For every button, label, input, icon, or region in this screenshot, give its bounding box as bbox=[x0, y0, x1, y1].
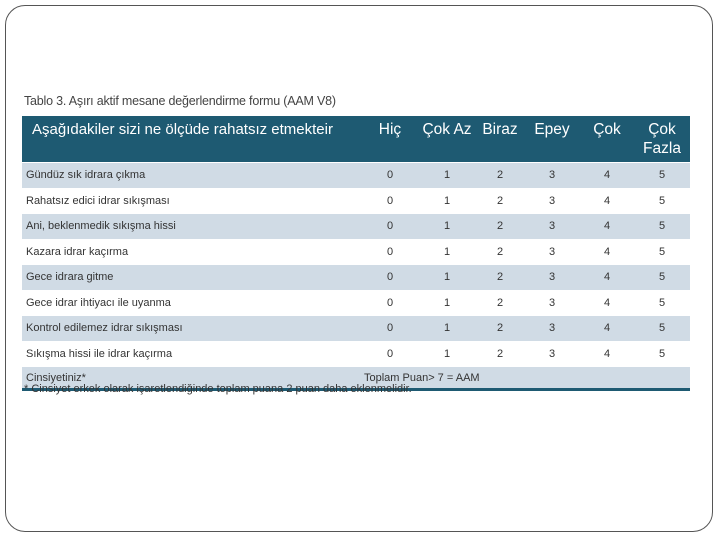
score-cell: 2 bbox=[476, 188, 524, 214]
table-caption: Tablo 3. Aşırı aktif mesane değerlendirme formu (AAM V8) bbox=[24, 94, 336, 108]
score-cell: 2 bbox=[476, 163, 524, 189]
table-row bbox=[22, 239, 690, 265]
score-cell: 5 bbox=[634, 163, 690, 189]
row-label: Gece idrar ihtiyacı ile uyanma bbox=[22, 290, 362, 316]
score-cell: 1 bbox=[418, 214, 476, 240]
row-label: Gece idrara gitme bbox=[22, 265, 362, 291]
score-cell: 3 bbox=[524, 290, 580, 316]
table-row bbox=[22, 341, 690, 367]
score-cell: 4 bbox=[580, 316, 634, 342]
score-cell: 0 bbox=[362, 341, 418, 367]
score-cell: 1 bbox=[418, 290, 476, 316]
table-row bbox=[22, 290, 690, 316]
row-label: Ani, beklenmedik sıkışma hissi bbox=[22, 214, 362, 240]
score-cell: 4 bbox=[580, 214, 634, 240]
score-cell: 5 bbox=[634, 239, 690, 265]
score-cell: 2 bbox=[476, 316, 524, 342]
column-header-cok-fazla: Çok Fazla bbox=[643, 121, 681, 157]
frame-edge-gap bbox=[704, 84, 712, 414]
score-cell: 2 bbox=[476, 214, 524, 240]
column-header-epey: Epey bbox=[534, 121, 570, 138]
score-cell: 0 bbox=[362, 290, 418, 316]
score-cell: 3 bbox=[524, 316, 580, 342]
score-cell: 1 bbox=[418, 341, 476, 367]
oab-form-table bbox=[22, 116, 690, 388]
total-score-rule: Toplam Puan> 7 = AAM bbox=[362, 367, 690, 389]
column-header-cok: Çok bbox=[593, 121, 621, 138]
score-cell: 3 bbox=[524, 341, 580, 367]
table-row bbox=[22, 265, 690, 291]
score-cell: 2 bbox=[476, 239, 524, 265]
score-cell: 0 bbox=[362, 163, 418, 189]
footnote: * Cinsiyet erkek olarak işaretlendiğinde toplam puana 2 puan daha eklenmelidir. bbox=[24, 383, 412, 395]
score-cell: 4 bbox=[580, 163, 634, 189]
column-header-hic: Hiç bbox=[378, 121, 402, 138]
score-cell: 2 bbox=[476, 265, 524, 291]
score-cell: 5 bbox=[634, 214, 690, 240]
table-row bbox=[22, 316, 690, 342]
question-header: Aşağıdakiler sizi ne ölçüde rahatsız etmekteir bbox=[32, 121, 333, 138]
score-cell: 1 bbox=[418, 265, 476, 291]
column-header-biraz: Biraz bbox=[482, 121, 518, 138]
score-cell: 0 bbox=[362, 265, 418, 291]
header-row bbox=[22, 116, 690, 163]
score-cell: 4 bbox=[580, 341, 634, 367]
score-cell: 2 bbox=[476, 290, 524, 316]
score-cell: 0 bbox=[362, 188, 418, 214]
table-body bbox=[22, 163, 690, 389]
score-cell: 1 bbox=[418, 316, 476, 342]
score-cell: 1 bbox=[418, 163, 476, 189]
score-cell: 3 bbox=[524, 163, 580, 189]
gender-label: Cinsiyetiniz* bbox=[22, 367, 362, 389]
score-cell: 2 bbox=[476, 341, 524, 367]
score-cell: 0 bbox=[362, 214, 418, 240]
table-row bbox=[22, 163, 690, 189]
score-cell: 3 bbox=[524, 214, 580, 240]
score-cell: 3 bbox=[524, 188, 580, 214]
score-cell: 3 bbox=[524, 239, 580, 265]
table-row bbox=[22, 188, 690, 214]
score-cell: 0 bbox=[362, 316, 418, 342]
row-label: Kontrol edilemez idrar sıkışması bbox=[22, 316, 362, 342]
score-cell: 5 bbox=[634, 316, 690, 342]
score-cell: 3 bbox=[524, 265, 580, 291]
score-cell: 5 bbox=[634, 290, 690, 316]
row-label: Gündüz sık idrara çıkma bbox=[22, 163, 362, 189]
score-cell: 1 bbox=[418, 188, 476, 214]
score-cell: 4 bbox=[580, 239, 634, 265]
table-row bbox=[22, 214, 690, 240]
score-cell: 4 bbox=[580, 188, 634, 214]
row-label: Kazara idrar kaçırma bbox=[22, 239, 362, 265]
score-cell: 5 bbox=[634, 341, 690, 367]
score-cell: 1 bbox=[418, 239, 476, 265]
score-cell: 5 bbox=[634, 188, 690, 214]
score-cell: 5 bbox=[634, 265, 690, 291]
row-label: Sıkışma hissi ile idrar kaçırma bbox=[22, 341, 362, 367]
row-label: Rahatsız edici idrar sıkışması bbox=[22, 188, 362, 214]
score-cell: 0 bbox=[362, 239, 418, 265]
score-cell: 4 bbox=[580, 290, 634, 316]
score-cell: 4 bbox=[580, 265, 634, 291]
column-header-cok-az: Çok Az bbox=[422, 121, 472, 138]
oab-form-table-container bbox=[22, 116, 690, 391]
